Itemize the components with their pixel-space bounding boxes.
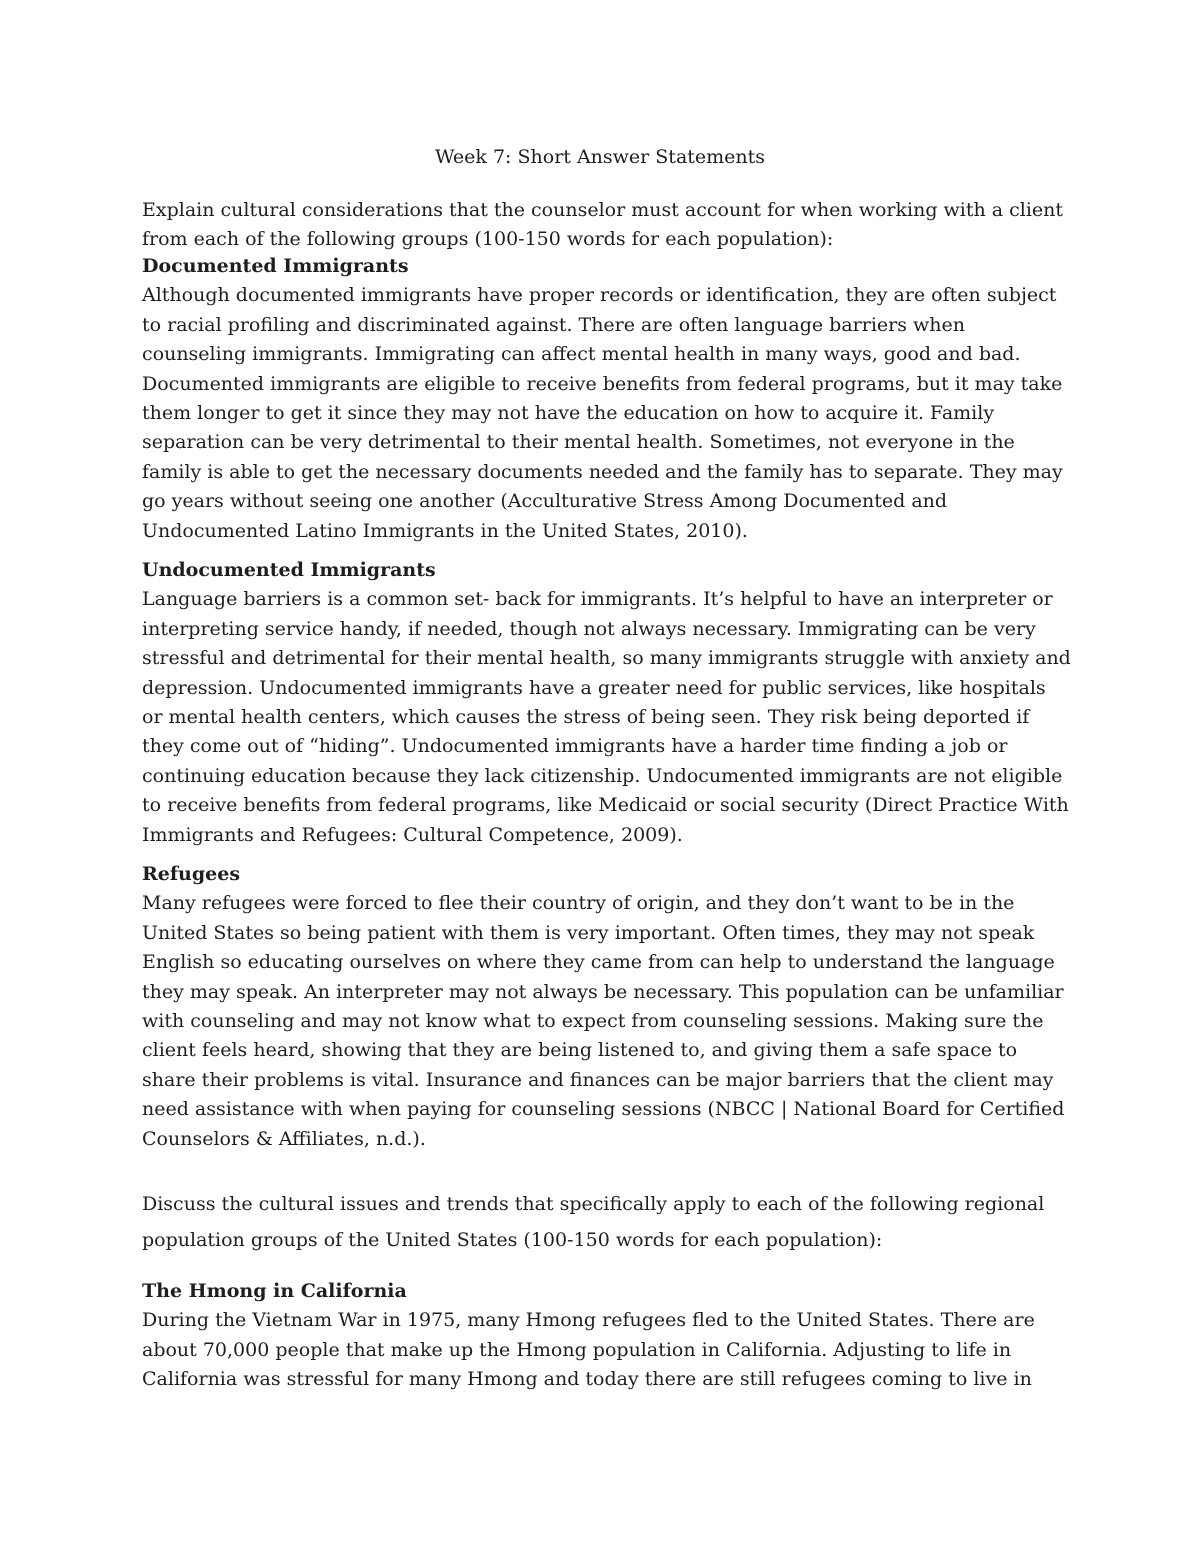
section-body: Language barriers is a common set- back for immigrants. It’s helpful to have an interpreter or interpreting service handy, if needed, though not always necessary. Immigrating can be very stressful and detrimental for their mental health, so many immigrants struggle with anxiety and depression. Undocumented immigrants have a greater need for public services, like hospitals or mental health centers, which causes the stress of being seen. They risk being deported if they come out of “hiding”. Undocumented immigrants have a harder time finding a job or continuing education because they lack citizenship. Undocumented immigrants are not eligible to receive benefits from federal programs, like Medicaid or social security (Direct Practice With Immigrants and Refugees: Cultural Competence, 2009).	[142, 588, 1071, 846]
section-undocumented-immigrants	[142, 556, 1072, 850]
section-heading: Undocumented Immigrants	[142, 559, 436, 581]
section-body: During the Vietnam War in 1975, many Hmong refugees fled to the United States. There are about 70,000 people that make up the Hmong population in California. Adjusting to life in California was stressful for many Hmong and today there are still refugees coming to live in	[142, 1309, 1035, 1391]
section-refugees	[142, 860, 1072, 1154]
section-heading: Refugees	[142, 863, 241, 885]
document-title: Week 7: Short Answer Statements	[434, 146, 766, 168]
section-documented-immigrants	[142, 252, 1072, 546]
section-heading: Documented Immigrants	[142, 255, 409, 277]
section-body: Many refugees were forced to flee their country of origin, and they don’t want to be in the United States so being patient with them is very important. Often times, they may not speak English so educating ourselves on where they came from can help to understand the language they may speak. An interpreter may not always be necessary. This population can be unfamiliar with counseling and may not know what to expect from counseling sessions. Making sure the client feels heard, showing that they are being listened to, and giving them a safe space to share their problems is vital. Insurance and finances can be major barriers that the client may need assistance with when paying for counseling sessions (NBCC | National Board for Certified Counselors & Affiliates, n.d.).	[142, 892, 1065, 1150]
intro-paragraph: Explain cultural considerations that the counselor must account for when working with a client from each of the following groups (100-150 words for each population):	[142, 199, 1064, 251]
section-body: Although documented immigrants have proper records or identification, they are often subject to racial profiling and discriminated against. There are often language barriers when counseling immigrants. Immigrating can affect mental health in many ways, good and bad. Documented immigrants are eligible to receive benefits from federal programs, but it may take them longer to get it since they may not have the education on how to acquire it. Family separation can be very detrimental to their mental health. Sometimes, not everyone in the family is able to get the necessary documents needed and the family has to separate. They may go years without seeing one another (Acculturative Stress Among Documented and Undocumented Latino Immigrants in the United States, 2010).	[142, 284, 1063, 542]
section-hmong-in-california	[142, 1277, 1072, 1395]
regional-intro-paragraph: Discuss the cultural issues and trends that specifically apply to each of the following regional population groups of the United States (100-150 words for each population):	[142, 1193, 1045, 1251]
section-heading: The Hmong in California	[142, 1280, 407, 1302]
